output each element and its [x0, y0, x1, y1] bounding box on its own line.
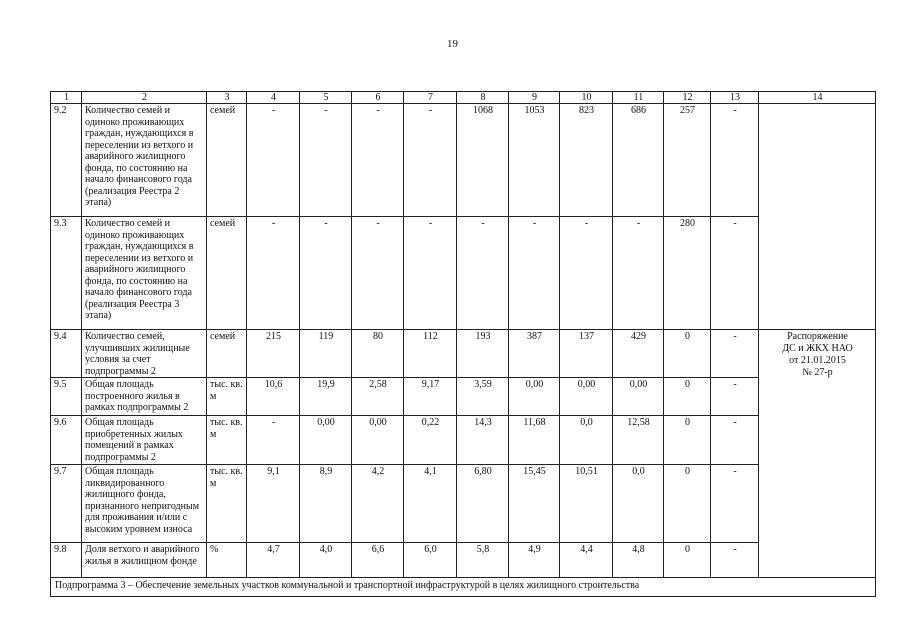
- value-cell: -: [404, 104, 457, 217]
- indicator-name: Общая площадь построенного жилья в рамках подпрограммы 2: [82, 378, 207, 416]
- value-cell: 686: [613, 104, 664, 217]
- row-number: 9.4: [51, 330, 82, 378]
- value-cell: 0,0: [560, 416, 613, 465]
- unit: тыс. кв. м: [207, 378, 247, 416]
- source-line2: ДС и ЖКХ НАО: [782, 343, 853, 354]
- indicator-name: Количество семей и одиноко проживающих граждан, нуждающихся в переселении из ветхого и аварийного жилищного фонда, по состоянию на начало финансового года (реализация Реестра 3 этапа): [82, 217, 207, 330]
- value-cell: 119: [300, 330, 352, 378]
- value-cell: -: [560, 217, 613, 330]
- header-col-8: 8: [457, 92, 509, 104]
- value-cell: 8,9: [300, 465, 352, 543]
- unit: %: [207, 543, 247, 578]
- unit: семей: [207, 217, 247, 330]
- table-row: [51, 104, 876, 217]
- value-cell: 823: [560, 104, 613, 217]
- value-cell: 1068: [457, 104, 509, 217]
- value-cell: 0,00: [560, 378, 613, 416]
- value-cell: -: [247, 217, 300, 330]
- value-cell: 2,58: [352, 378, 404, 416]
- indicators-table: [50, 91, 876, 597]
- value-cell: 0: [664, 465, 711, 543]
- value-cell: -: [300, 217, 352, 330]
- value-cell: -: [300, 104, 352, 217]
- header-col-2: 2: [82, 92, 207, 104]
- value-cell: 0,00: [352, 416, 404, 465]
- value-cell: -: [247, 104, 300, 217]
- value-cell: 0: [664, 330, 711, 378]
- value-cell: 112: [404, 330, 457, 378]
- table-row: [51, 416, 876, 465]
- value-cell: 9,1: [247, 465, 300, 543]
- row-number: 9.5: [51, 378, 82, 416]
- source-line1: Распоряжение: [787, 331, 848, 342]
- row-number: 9.6: [51, 416, 82, 465]
- row-number: 9.3: [51, 217, 82, 330]
- indicator-name: Доля ветхого и аварийного жилья в жилищном фонде: [82, 543, 207, 578]
- indicator-name: Количество семей и одиноко проживающих граждан, нуждающихся в переселении из ветхого и аварийного жилищного фонда, по состоянию на начало финансового года (реализация Реестра 2 этапа): [82, 104, 207, 217]
- value-cell: 387: [509, 330, 560, 378]
- value-cell: 6,80: [457, 465, 509, 543]
- value-cell: -: [247, 416, 300, 465]
- indicator-name: Общая площадь ликвидированного жилищного фонда, признанного непригодным для проживания и/или с высоким уровнем износа: [82, 465, 207, 543]
- value-cell: 4,9: [509, 543, 560, 578]
- subprogram-row: [51, 578, 876, 597]
- value-cell: -: [711, 217, 759, 330]
- value-cell: 0: [664, 416, 711, 465]
- header-col-6: 6: [352, 92, 404, 104]
- value-cell: 6,0: [404, 543, 457, 578]
- value-cell: 280: [664, 217, 711, 330]
- unit: семей: [207, 330, 247, 378]
- value-cell: 4,1: [404, 465, 457, 543]
- value-cell: 0,0: [613, 465, 664, 543]
- value-cell: 0,00: [509, 378, 560, 416]
- table-row: [51, 330, 876, 378]
- value-cell: 1053: [509, 104, 560, 217]
- indicator-name: Общая площадь приобретенных жилых помещений в рамках подпрограммы 2: [82, 416, 207, 465]
- source-empty: [759, 104, 876, 330]
- source-document: [759, 330, 876, 578]
- value-cell: -: [711, 465, 759, 543]
- value-cell: 6,6: [352, 543, 404, 578]
- value-cell: 193: [457, 330, 509, 378]
- value-cell: 11,68: [509, 416, 560, 465]
- table-row: [51, 543, 876, 578]
- value-cell: 0: [664, 378, 711, 416]
- header-col-9: 9: [509, 92, 560, 104]
- source-line3: от 21.01.2015: [789, 355, 846, 366]
- header-col-12: 12: [664, 92, 711, 104]
- row-number: 9.8: [51, 543, 82, 578]
- table-row: [51, 217, 876, 330]
- unit: тыс. кв. м: [207, 465, 247, 543]
- header-col-10: 10: [560, 92, 613, 104]
- value-cell: -: [352, 217, 404, 330]
- value-cell: 10,51: [560, 465, 613, 543]
- value-cell: 19,9: [300, 378, 352, 416]
- value-cell: 4,2: [352, 465, 404, 543]
- unit: семей: [207, 104, 247, 217]
- value-cell: 137: [560, 330, 613, 378]
- value-cell: 4,0: [300, 543, 352, 578]
- value-cell: 0,00: [613, 378, 664, 416]
- value-cell: 10,6: [247, 378, 300, 416]
- value-cell: -: [352, 104, 404, 217]
- value-cell: 215: [247, 330, 300, 378]
- subprogram-title: Подпрограмма 3 – Обеспечение земельных участков коммунальной и транспортной инфраструктурой в целях жилищного строительства: [51, 578, 876, 597]
- value-cell: -: [509, 217, 560, 330]
- row-number: 9.7: [51, 465, 82, 543]
- value-cell: -: [711, 330, 759, 378]
- value-cell: 4,7: [247, 543, 300, 578]
- value-cell: 15,45: [509, 465, 560, 543]
- page-number: 19: [447, 38, 458, 50]
- header-col-5: 5: [300, 92, 352, 104]
- value-cell: 0,00: [300, 416, 352, 465]
- header-col-1: 1: [51, 92, 82, 104]
- value-cell: 5,8: [457, 543, 509, 578]
- header-col-3: 3: [207, 92, 247, 104]
- header-col-14: 14: [759, 92, 876, 104]
- header-row: [51, 92, 876, 104]
- table-row: [51, 465, 876, 543]
- header-col-4: 4: [247, 92, 300, 104]
- value-cell: -: [613, 217, 664, 330]
- header-col-7: 7: [404, 92, 457, 104]
- value-cell: 12,58: [613, 416, 664, 465]
- value-cell: -: [711, 416, 759, 465]
- table-row: [51, 378, 876, 416]
- value-cell: 9,17: [404, 378, 457, 416]
- value-cell: 4,4: [560, 543, 613, 578]
- value-cell: 257: [664, 104, 711, 217]
- value-cell: -: [711, 378, 759, 416]
- value-cell: 14,3: [457, 416, 509, 465]
- source-line4: № 27-р: [802, 367, 833, 378]
- value-cell: -: [404, 217, 457, 330]
- value-cell: -: [711, 543, 759, 578]
- value-cell: 429: [613, 330, 664, 378]
- row-number: 9.2: [51, 104, 82, 217]
- header-col-13: 13: [711, 92, 759, 104]
- value-cell: 4,8: [613, 543, 664, 578]
- value-cell: 0: [664, 543, 711, 578]
- value-cell: 3,59: [457, 378, 509, 416]
- value-cell: 0,22: [404, 416, 457, 465]
- value-cell: -: [711, 104, 759, 217]
- value-cell: -: [457, 217, 509, 330]
- value-cell: 80: [352, 330, 404, 378]
- indicator-name: Количество семей, улучшивших жилищные условия за счет подпрограммы 2: [82, 330, 207, 378]
- header-col-11: 11: [613, 92, 664, 104]
- unit: тыс. кв. м: [207, 416, 247, 465]
